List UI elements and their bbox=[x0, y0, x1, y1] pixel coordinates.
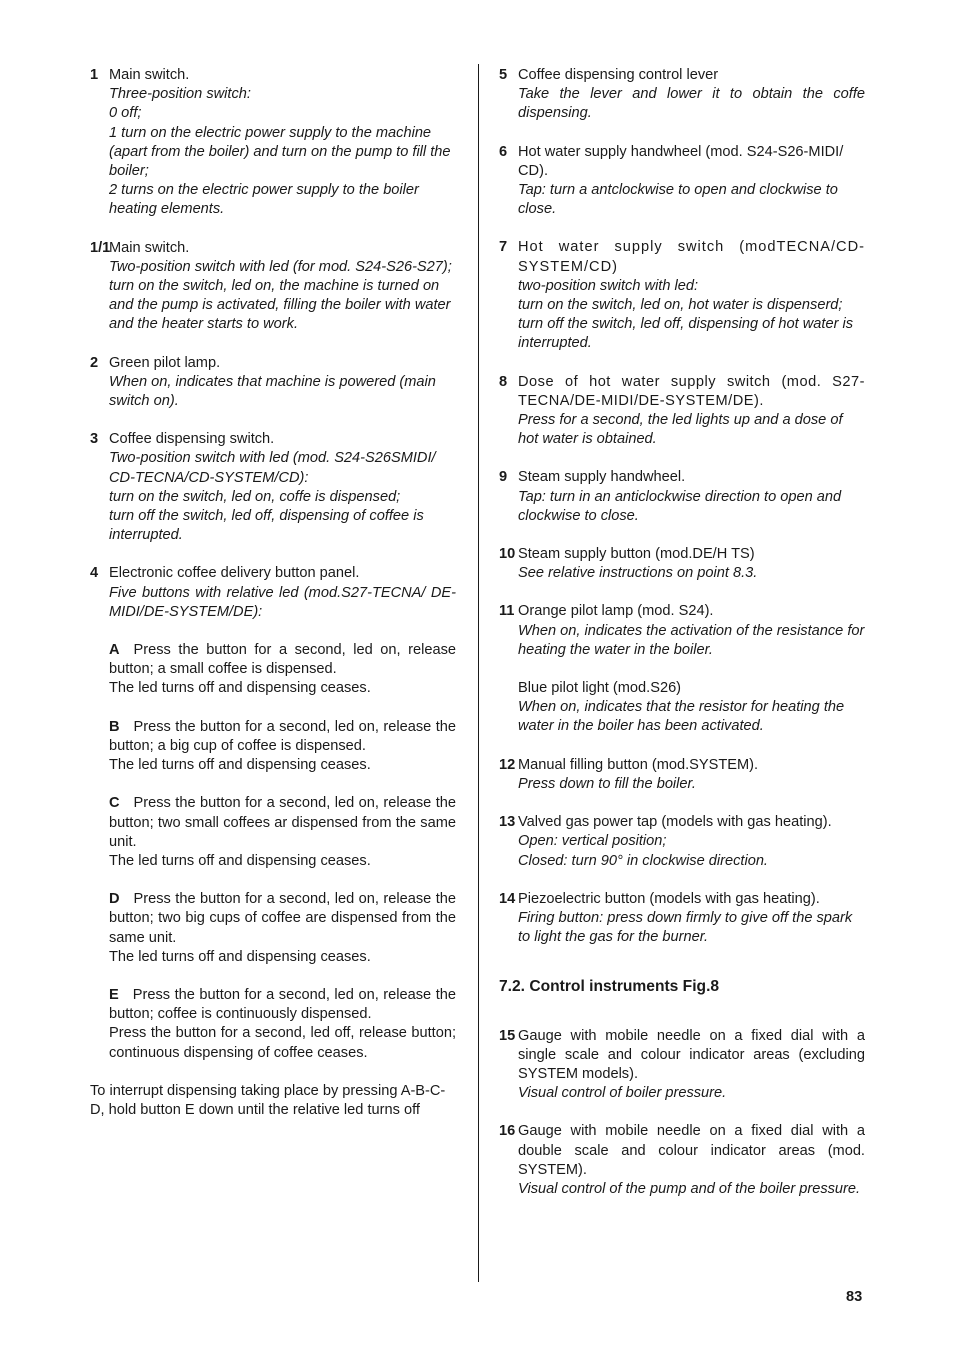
item-number: 9 bbox=[499, 469, 508, 486]
button-c-description bbox=[109, 794, 456, 871]
list-item-4 bbox=[90, 564, 456, 1062]
item-number: 14 bbox=[499, 890, 516, 907]
item-extra-text: When on, indicates that the resistor for heating the water in the boiler has been activated. bbox=[518, 699, 845, 735]
item-number: 10 bbox=[499, 546, 516, 563]
list-item-14 bbox=[499, 890, 865, 948]
item-text: 2 turns on the electric power supply to the boiler heating elements. bbox=[109, 182, 419, 218]
item-title: Piezoelectric button (models with gas heating). bbox=[518, 890, 820, 907]
item-text: When on, indicates the activation of the resistance for heating the water in the boiler. bbox=[518, 622, 865, 658]
item-title: Gauge with mobile needle on a fixed dial with a double scale and colour indicator areas (mod. SYSTEM). bbox=[518, 1123, 865, 1178]
item-title: Hot water supply handwheel (mod. S24-S26-MIDI/ CD). bbox=[518, 143, 844, 179]
item-number: 15 bbox=[499, 1027, 516, 1044]
list-item-1 bbox=[90, 66, 456, 220]
list-item-8 bbox=[499, 373, 865, 450]
list-item-15 bbox=[499, 1027, 865, 1104]
item-text: Tap: turn a antclockwise to open and clockwise to close. bbox=[518, 182, 838, 218]
item-text: Visual control of boiler pressure. bbox=[518, 1085, 727, 1102]
item-number: 12 bbox=[499, 756, 516, 773]
item-extra-title: Blue pilot light (mod.S26) bbox=[518, 680, 682, 697]
button-letter: D bbox=[109, 891, 120, 908]
item-text: turn off the switch, led off, dispensing of coffee is interrupted. bbox=[109, 508, 424, 544]
item-text: turn on the switch, led on, the machine is turned on and the pump is activated, filling the boiler with water and the heater starts to work. bbox=[109, 278, 451, 333]
item-text: 1 turn on the electric power supply to the machine (apart from the boiler) and turn on the pump to fill the boiler; bbox=[109, 124, 451, 180]
item-number: 8 bbox=[499, 373, 508, 390]
button-after-text: Press the button for a second, led off, release button; continuous dispensing of coffee ceases. bbox=[109, 1025, 456, 1061]
button-letter: B bbox=[109, 718, 120, 735]
button-letter: C bbox=[109, 795, 120, 812]
section-heading: 7.2. Control instruments Fig.8 bbox=[499, 978, 720, 996]
button-after-text: The led turns off and dispensing ceases. bbox=[109, 680, 371, 697]
button-e-description bbox=[109, 986, 456, 1063]
button-b-description bbox=[109, 718, 456, 776]
item-title: Green pilot lamp. bbox=[109, 354, 221, 371]
button-text: Press the button for a second, led on, release button; a small coffee is dispensed. bbox=[109, 642, 456, 678]
item-number: 11 bbox=[499, 603, 515, 620]
item-text: Closed: turn 90° in clockwise direction. bbox=[518, 852, 768, 869]
item-text: Tap: turn in an anticlockwise direction to open and clockwise to close. bbox=[518, 488, 842, 524]
item-number: 5 bbox=[499, 67, 508, 83]
button-a-description bbox=[109, 641, 456, 699]
item-text: turn on the switch, led on, coffe is dispensed; bbox=[109, 488, 401, 505]
item-number: 7 bbox=[499, 239, 508, 256]
item-number: 13 bbox=[499, 814, 516, 831]
item-text: turn on the switch, led on, hot water is dispenserd; bbox=[518, 297, 843, 314]
list-item-2 bbox=[90, 354, 456, 412]
item-number: 3 bbox=[90, 431, 99, 448]
item-text: Visual control of the pump and of the boiler pressure. bbox=[518, 1180, 861, 1197]
item-title: Main switch. bbox=[109, 67, 190, 83]
button-after-text: The led turns off and dispensing ceases. bbox=[109, 948, 371, 965]
item-text: Press down to fill the boiler. bbox=[518, 775, 696, 792]
list-item-7 bbox=[499, 238, 865, 353]
item-title: Hot water supply switch (modTECNA/CD-SYSTEM/CD) bbox=[518, 239, 865, 275]
item-number: 16 bbox=[499, 1123, 516, 1140]
closing-paragraph: To interrupt dispensing taking place by pressing A-B-C-D, hold button E down until the relative led turns off bbox=[90, 1082, 446, 1118]
button-text: Press the button for a second, led on, release the button; two big cups of coffee are dispensed from the same unit. bbox=[109, 891, 456, 946]
item-number: 2 bbox=[90, 354, 99, 371]
item-text: turn off the switch, led off, dispensing of hot water is interrupted. bbox=[518, 316, 854, 352]
item-text: Press for a second, the led lights up and a dose of hot water is obtained. bbox=[518, 412, 843, 448]
item-text: 0 off; bbox=[109, 105, 142, 122]
item-title: Coffee dispensing switch. bbox=[109, 431, 275, 448]
list-item-6 bbox=[499, 143, 865, 220]
item-title: Dose of hot water supply switch (mod. S27-TECNA/DE-MIDI/DE-SYSTEM/DE). bbox=[518, 373, 865, 409]
item-title: Orange pilot lamp (mod. S24). bbox=[518, 603, 714, 620]
item-title: Valved gas power tap (models with gas heating). bbox=[518, 814, 832, 831]
column-divider bbox=[478, 64, 479, 1282]
item-text: Open: vertical position; bbox=[518, 833, 667, 850]
item-text: When on, indicates that machine is powered (main switch on). bbox=[109, 373, 436, 410]
item-text: See relative instructions on point 8.3. bbox=[518, 565, 758, 582]
item-title: Coffee dispensing control lever bbox=[518, 67, 719, 83]
right-column bbox=[499, 66, 865, 1218]
list-item-11 bbox=[499, 602, 865, 736]
item-number: 1 bbox=[90, 67, 99, 83]
item-text: Take the lever and lower it to obtain the coffe dispensing. bbox=[518, 86, 865, 122]
list-item-16 bbox=[499, 1122, 865, 1199]
item-number: 4 bbox=[90, 565, 99, 582]
button-text: Press the button for a second, led on, release the button; two small coffees ar dispensed from the same unit. bbox=[109, 795, 456, 850]
item-title: Manual filling button (mod.SYSTEM). bbox=[518, 756, 759, 773]
button-text: Press the button for a second, led on, release the button; coffee is continuously dispensed. bbox=[109, 986, 456, 1023]
item-title: Electronic coffee delivery button panel. bbox=[109, 565, 360, 582]
item-text: Three-position switch: bbox=[109, 86, 251, 103]
list-item-5 bbox=[499, 66, 865, 124]
button-text: Press the button for a second, led on, release the button; a big cup of coffee is dispensed. bbox=[109, 718, 456, 754]
item-title: Main switch. bbox=[109, 239, 190, 256]
item-text: Two-position switch with led (for mod. S24-S26-S27); bbox=[109, 258, 452, 275]
item-title: Steam supply handwheel. bbox=[518, 469, 686, 486]
list-item-12 bbox=[499, 756, 865, 794]
button-after-text: The led turns off and dispensing ceases. bbox=[109, 757, 371, 774]
button-after-text: The led turns off and dispensing ceases. bbox=[109, 852, 371, 869]
item-text: Two-position switch with led (mod. S24-S26SMIDI/ CD-TECNA/CD-SYSTEM/CD): bbox=[109, 450, 436, 486]
list-item-9 bbox=[499, 468, 865, 526]
item-number: 1/1 bbox=[90, 239, 111, 256]
list-item-10 bbox=[499, 545, 865, 583]
item-text: two-position switch with led: bbox=[518, 277, 699, 294]
item-number: 6 bbox=[499, 143, 508, 160]
item-title: Steam supply button (mod.DE/H TS) bbox=[518, 546, 755, 563]
page-number: 83 bbox=[846, 1289, 863, 1305]
list-item-3 bbox=[90, 430, 456, 545]
button-letter: A bbox=[109, 642, 120, 659]
button-letter: E bbox=[109, 986, 119, 1003]
button-d-description bbox=[109, 890, 456, 967]
list-item-1-1 bbox=[90, 239, 456, 335]
item-text: Firing button: press down firmly to give off the spark to light the gas for the burner. bbox=[518, 909, 853, 946]
list-item-13 bbox=[499, 813, 865, 871]
left-column bbox=[90, 66, 456, 1120]
item-title: Gauge with mobile needle on a fixed dial with a single scale and colour indicator areas (excluding SYSTEM models). bbox=[518, 1027, 865, 1082]
item-text: Five buttons with relative led (mod.S27-TECNA/ DE-MIDI/DE-SYSTEM/DE): bbox=[109, 584, 456, 620]
